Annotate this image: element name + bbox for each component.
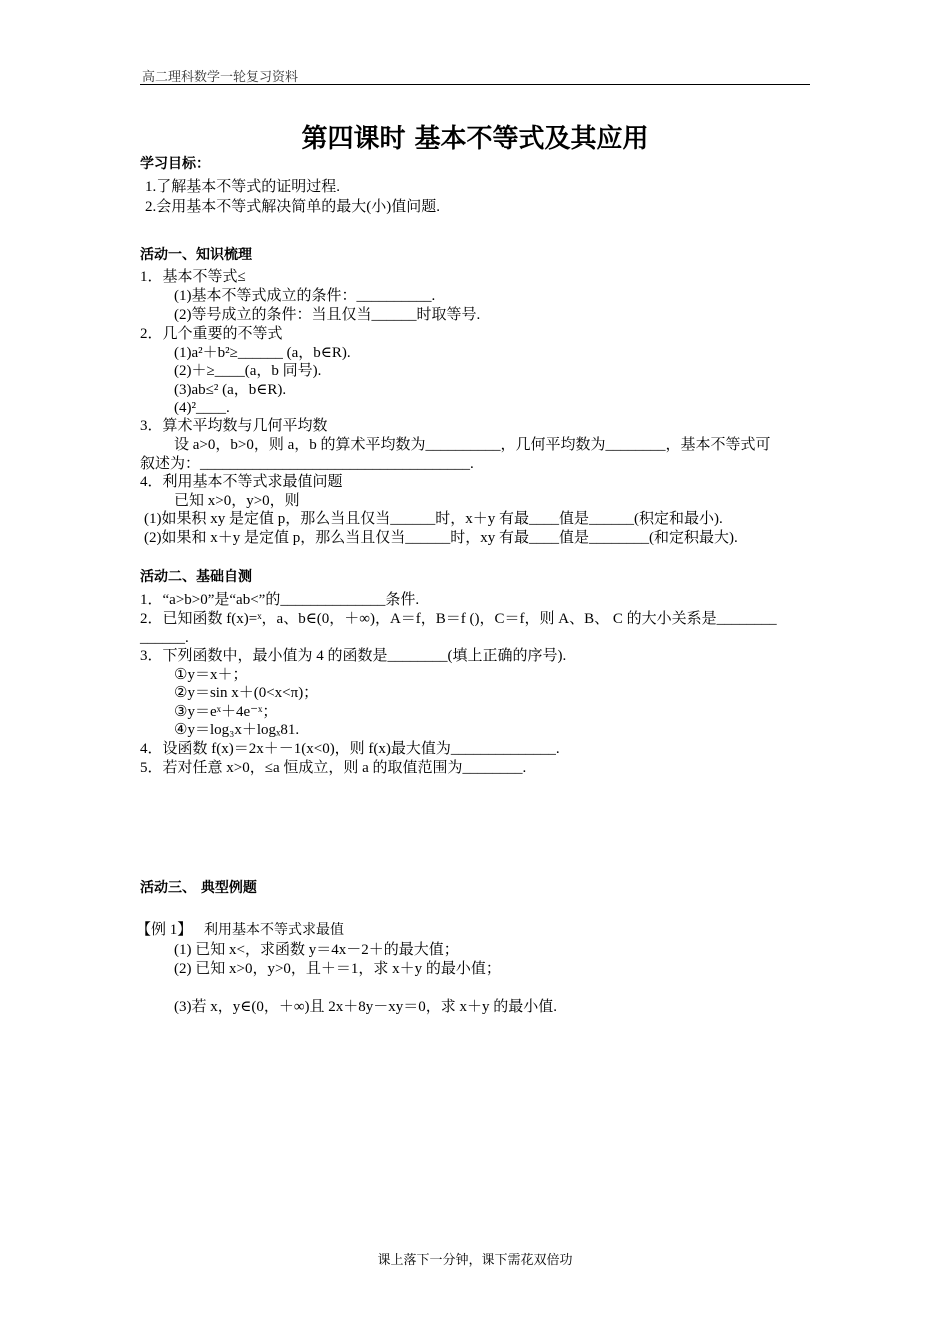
page-title: 第四课时 基本不等式及其应用 [301,124,649,154]
example-line: (2) 已知 x>0，y>0，且＋＝1，求 x＋y 的最小值； [174,961,501,977]
activity1-line: 设 a>0，b>0，则 a，b 的算术平均数为__________，几何平均数为________，基本不等式可 [174,437,771,453]
activity1-line: (1)如果积 xy 是定值 p，那么当且仅当______时，x＋y 有最____值是______(积定和最小). [144,511,723,527]
activity2-line: 4．设函数 f(x)＝2x＋－1(x<0)，则 f(x)最大值为______________. [140,741,560,757]
example-label: 【例 1】 [136,922,193,938]
activity2-line: ②y＝sin x＋(0<x<π)； [174,685,319,701]
activity3-heading: 活动三、 典型例题 [140,880,257,896]
example-line: (3)若 x，y∈(0，＋∞)且 2x＋8y－xy＝0，求 x＋y 的最小值. [174,999,558,1015]
activity2-line: ③y＝eˣ＋4e⁻ˣ； [174,704,278,720]
activity1-line: (2)如果和 x＋y 是定值 p，那么当且仅当______时，xy 有最____值是________(和定积最大). [144,530,738,546]
header-text: 高二理科数学一轮复习资料 [142,69,299,84]
activity1-heading: 活动一、知识梳理 [140,247,252,263]
activity2-line: 1．“a>b>0”是“ab<”的______________条件. [140,592,420,608]
activity1-line: 2．几个重要的不等式 [140,326,283,342]
goals-heading: 学习目标： [140,156,210,172]
activity1-line: 叙述为：____________________________________. [140,456,474,472]
goal-item: 2.会用基本不等式解决简单的最大(小)值问题. [145,199,440,215]
activity2-line: ①y＝x＋； [174,667,248,683]
activity1-line: (1)基本不等式成立的条件：__________. [174,288,436,304]
goal-item: 1.了解基本不等式的证明过程. [145,179,341,195]
activity2-line: 5．若对任意 x>0，≤a 恒成立，则 a 的取值范围为________. [140,760,527,776]
activity1-line: 3．算术平均数与几何平均数 [140,418,328,434]
activity1-line: (2)等号成立的条件：当且仅当______时取等号. [174,307,481,323]
example-line: (1) 已知 x<，求函数 y＝4x－2＋的最大值； [174,942,459,958]
example-1-heading [136,921,344,940]
activity1-line: (4)²____. [174,400,230,416]
activity2-line: 3．下列函数中，最小值为 4 的函数是________(填上正确的序号). [140,648,567,664]
page-footer: 课上落下一分钟，课下需花双倍功 [377,1252,573,1267]
page-header [140,66,810,85]
activity1-line: (1)a²＋b²≥______ (a，b∈R). [174,345,351,361]
activity1-line: 已知 x>0，y>0，则 [174,493,300,509]
activity1-line: 4．利用基本不等式求最值问题 [140,474,343,490]
activity1-line: (3)ab≤² (a，b∈R). [174,382,287,398]
activity1-line: (2)＋≥____(a，b 同号). [174,363,322,379]
activity2-line: ______. [140,630,189,646]
activity2-line: ④y＝log₃x＋logₓ81. [174,722,300,738]
activity2-heading: 活动二、基础自测 [140,569,252,585]
example-title: 利用基本不等式求最值 [204,922,345,938]
activity1-line: 1．基本不等式≤ [140,269,246,285]
activity2-line: 2．已知函数 f(x)=ˣ，a、b∈(0，＋∞)，A＝f，B＝f ()，C＝f，则 A、B、 C 的大小关系是________ [140,611,777,627]
